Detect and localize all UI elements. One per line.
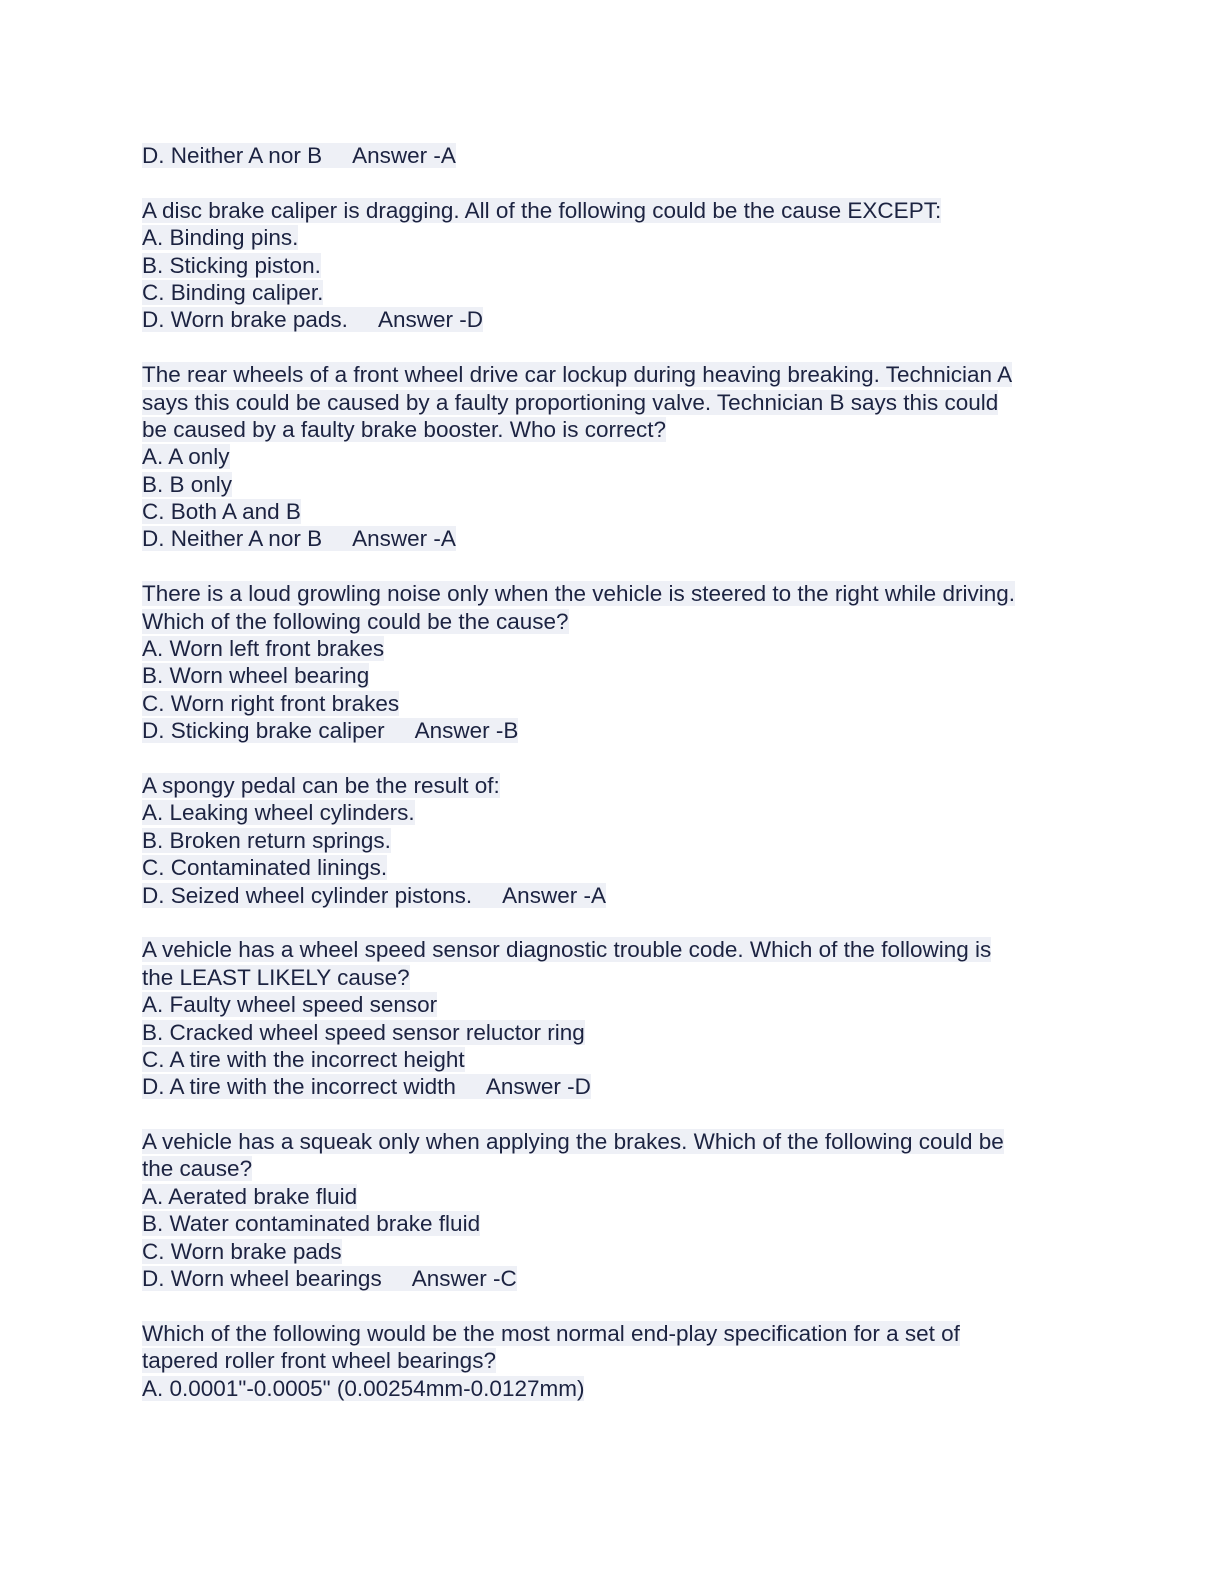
option-line <box>142 1073 1082 1100</box>
stem-text: says this could be caused by a faulty proportioning valve. Technician B says this could <box>142 389 999 415</box>
option-text: D. Worn wheel bearings <box>142 1266 382 1292</box>
question-stem-line <box>142 608 1082 635</box>
option-text: A. Binding pins. <box>142 225 299 251</box>
option-line <box>142 1019 1082 1046</box>
spacer <box>142 169 1082 196</box>
option-text: A. 0.0001"-0.0005" (0.00254mm-0.0127mm) <box>142 1375 585 1401</box>
stem-text: Which of the following would be the most normal end-play specification for a set of <box>142 1320 960 1346</box>
question-stem-line <box>142 772 1082 799</box>
question-stem-line <box>142 197 1082 224</box>
stem-text: A vehicle has a squeak only when applying the brakes. Which of the following could be <box>142 1129 1004 1155</box>
option-line <box>142 1210 1082 1237</box>
option-line <box>142 471 1082 498</box>
stem-text: A disc brake caliper is dragging. All of the following could be the cause EXCEPT: <box>142 197 942 223</box>
spacer <box>142 1101 1082 1128</box>
question-stem-line <box>142 964 1082 991</box>
question-stem-line <box>142 1347 1082 1374</box>
option-line <box>142 854 1082 881</box>
stem-text: A spongy pedal can be the result of: <box>142 772 500 798</box>
spacer <box>142 745 1082 772</box>
question-stem-line <box>142 361 1082 388</box>
document-page <box>142 142 1082 1402</box>
option-line <box>142 635 1082 662</box>
answer-text: Answer -D <box>485 1074 591 1100</box>
answer-text: Answer -B <box>414 718 519 744</box>
question-stem-line <box>142 416 1082 443</box>
option-text: B. Water contaminated brake fluid <box>142 1211 481 1237</box>
option-line <box>142 1265 1082 1292</box>
answer-text: Answer -A <box>352 143 456 168</box>
option-line <box>142 1375 1082 1402</box>
option-text: A. Faulty wheel speed sensor <box>142 992 438 1018</box>
option-text: A. Aerated brake fluid <box>142 1183 358 1209</box>
option-line <box>142 1046 1082 1073</box>
question-stem-line <box>142 580 1082 607</box>
stem-text: The rear wheels of a front wheel drive car lockup during heaving breaking. Technician A <box>142 362 1013 388</box>
spacer <box>142 1292 1082 1319</box>
option-text: C. Both A and B <box>142 499 301 525</box>
option-line <box>142 1183 1082 1210</box>
option-text: C. Contaminated linings. <box>142 855 388 881</box>
stem-text: There is a loud growling noise only when the vehicle is steered to the right while driving. <box>142 581 1015 607</box>
stem-text: the cause? <box>142 1156 253 1182</box>
option-text: C. Worn brake pads <box>142 1238 342 1264</box>
option-line <box>142 306 1082 333</box>
option-text: B. Sticking piston. <box>142 252 321 278</box>
stem-text: Which of the following could be the cause? <box>142 608 569 634</box>
option-text: D. Seized wheel cylinder pistons. <box>142 882 473 908</box>
option-text: A. Worn left front brakes <box>142 636 385 662</box>
option-text: D. Neither A nor B <box>142 143 323 168</box>
question-stem-line <box>142 936 1082 963</box>
option-text: B. B only <box>142 471 233 497</box>
stem-text: be caused by a faulty brake booster. Who is correct? <box>142 416 667 442</box>
option-text: C. Binding caliper. <box>142 279 324 305</box>
option-line <box>142 827 1082 854</box>
answer-text: Answer -A <box>352 526 456 552</box>
option-line <box>142 991 1082 1018</box>
option-line <box>142 690 1082 717</box>
spacer <box>142 334 1082 361</box>
answer-text: Answer -D <box>377 307 483 333</box>
option-line <box>142 1238 1082 1265</box>
option-text: C. Worn right front brakes <box>142 690 400 716</box>
option-line <box>142 443 1082 470</box>
option-text: D. Sticking brake caliper <box>142 718 385 744</box>
option-line <box>142 252 1082 279</box>
option-line <box>142 525 1082 552</box>
stem-text: tapered roller front wheel bearings? <box>142 1348 496 1374</box>
question-stem-line <box>142 1320 1082 1347</box>
option-line <box>142 799 1082 826</box>
option-text: A. A only <box>142 444 230 470</box>
answer-text: Answer -C <box>411 1266 517 1292</box>
answer-text: Answer -A <box>502 882 606 908</box>
option-text: B. Cracked wheel speed sensor reluctor ring <box>142 1019 585 1045</box>
option-line <box>142 279 1082 306</box>
option-text: B. Worn wheel bearing <box>142 663 370 689</box>
option-text: D. A tire with the incorrect width <box>142 1074 456 1100</box>
stem-text: A vehicle has a wheel speed sensor diagnostic trouble code. Which of the following is <box>142 937 992 963</box>
option-line <box>142 882 1082 909</box>
spacer <box>142 909 1082 936</box>
option-text: D. Neither A nor B <box>142 526 323 552</box>
option-text: A. Leaking wheel cylinders. <box>142 800 415 826</box>
question-stem-line <box>142 1155 1082 1182</box>
option-line <box>142 498 1082 525</box>
carryover-option-line <box>142 142 1082 169</box>
stem-text: the LEAST LIKELY cause? <box>142 964 410 990</box>
option-text: D. Worn brake pads. <box>142 307 348 333</box>
spacer <box>142 553 1082 580</box>
question-stem-line <box>142 389 1082 416</box>
option-text: C. A tire with the incorrect height <box>142 1046 465 1072</box>
option-text: B. Broken return springs. <box>142 827 391 853</box>
option-line <box>142 662 1082 689</box>
option-line <box>142 717 1082 744</box>
question-stem-line <box>142 1128 1082 1155</box>
option-line <box>142 224 1082 251</box>
